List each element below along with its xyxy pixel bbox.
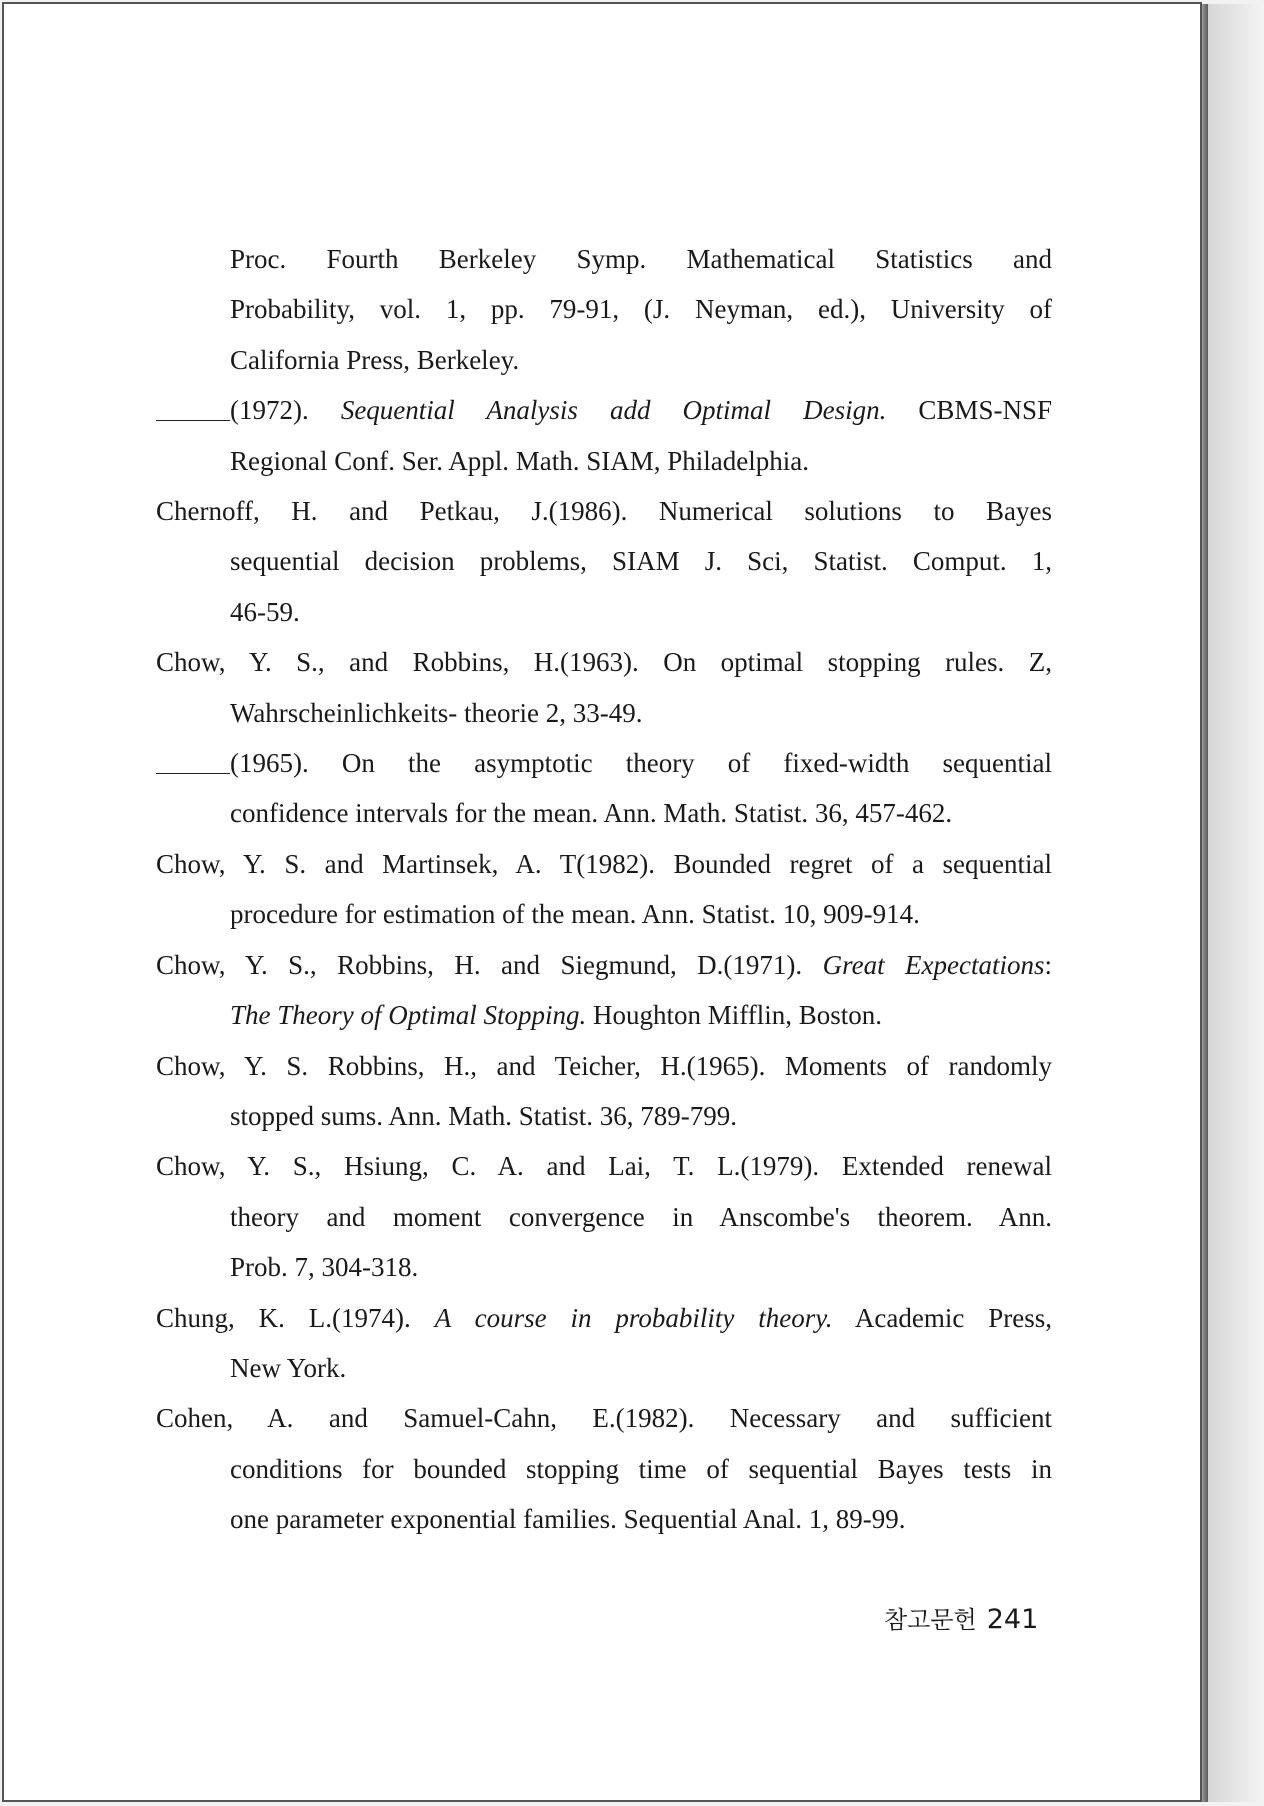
reference-line: [156, 1444, 1052, 1494]
reference-text: 46-59.: [230, 596, 300, 627]
reference-text: Cohen, A. and Samuel-Cahn, E.(1982). Necessary and sufficient: [156, 1403, 1052, 1434]
reference-line: [156, 1393, 1052, 1443]
reference-entry: [156, 234, 1052, 385]
reference-title-italic: A course in probability theory.: [434, 1302, 833, 1333]
reference-line: [156, 1293, 1052, 1343]
reference-line: [156, 940, 1052, 990]
reference-text: stopped sums. Ann. Math. Statist. 36, 789-799.: [230, 1100, 738, 1131]
reference-text: Academic Press,: [832, 1302, 1052, 1333]
reference-text: Houghton Mifflin, Boston.: [586, 1000, 883, 1031]
reference-text: (1965). On the asymptotic theory of fixed-width sequential: [230, 748, 1052, 779]
reference-text: Chow, Y. S., Robbins, H. and Siegmund, D.(1971).: [156, 949, 823, 980]
reference-line: [156, 587, 1052, 637]
reference-entry: [156, 486, 1052, 637]
reference-text: Proc. Fourth Berkeley Symp. Mathematical Statistics and: [230, 244, 1052, 274]
section-label: 참고문헌: [884, 1606, 977, 1634]
reference-entry: [156, 1141, 1052, 1292]
page-number: 241: [986, 1604, 1039, 1635]
reference-line: [156, 889, 1052, 939]
reference-line: [156, 1343, 1052, 1393]
reference-line: [156, 234, 1052, 284]
reference-text: Regional Conf. Ser. Appl. Math. SIAM, Philadelphia.: [230, 445, 809, 476]
reference-entry: [156, 1293, 1052, 1394]
reference-text: CBMS-NSF: [886, 395, 1052, 426]
reference-text: Chow, Y. S., and Robbins, H.(1963). On optimal stopping rules. Z,: [156, 647, 1052, 678]
reference-line: [156, 1192, 1052, 1242]
reference-text: Probability, vol. 1, pp. 79-91, (J. Neyman, ed.), University of: [230, 294, 1052, 325]
reference-line: [156, 637, 1052, 687]
reference-line: [156, 788, 1052, 838]
reference-text: California Press, Berkeley.: [230, 344, 520, 375]
reference-entry: [156, 385, 1052, 486]
reference-line: [156, 486, 1052, 536]
reference-line: [156, 738, 1052, 788]
reference-entry: [156, 839, 1052, 940]
reference-list: [156, 234, 1052, 1545]
reference-text: (1972).: [230, 395, 341, 426]
reference-line: [156, 335, 1052, 385]
reference-line: [156, 990, 1052, 1040]
reference-text: Prob. 7, 304-318.: [230, 1252, 419, 1283]
reference-text: Wahrscheinlichkeits- theorie 2, 33-49.: [230, 697, 643, 728]
reference-text: Chow, Y. S. and Martinsek, A. T(1982). Bounded regret of a sequential: [156, 848, 1052, 879]
reference-line: [156, 1141, 1052, 1191]
reference-line: [156, 436, 1052, 486]
reference-entry: [156, 940, 1052, 1041]
reference-title-italic: Great Expectations: [822, 949, 1045, 980]
reference-title-italic: Sequential Analysis add Optimal Design.: [340, 395, 887, 426]
reference-title-italic: The Theory of Optimal Stopping.: [230, 1000, 587, 1031]
reference-entry: [156, 738, 1052, 839]
reference-text: New York.: [230, 1352, 347, 1383]
reference-text: Chow, Y. S., Hsiung, C. A. and Lai, T. L.(1979). Extended renewal: [156, 1151, 1052, 1182]
reference-text: confidence intervals for the mean. Ann. Math. Statist. 36, 457-462.: [230, 798, 953, 829]
reference-entry: [156, 637, 1052, 738]
reference-line: [156, 1242, 1052, 1292]
reference-line: [156, 1091, 1052, 1141]
reference-text: conditions for bounded stopping time of sequential Bayes tests in: [230, 1453, 1052, 1484]
same-author-dash: [156, 743, 230, 774]
reference-text: Chow, Y. S. Robbins, H., and Teicher, H.(1965). Moments of randomly: [156, 1050, 1052, 1081]
reference-line: [156, 688, 1052, 738]
page-shadow: [1208, 4, 1264, 1802]
reference-line: [156, 536, 1052, 586]
reference-text: :: [1044, 949, 1052, 980]
page-footer: [884, 1600, 1038, 1635]
reference-text: theory and moment convergence in Anscombe's theorem. Ann.: [230, 1201, 1052, 1232]
reference-entry: [156, 1393, 1052, 1544]
reference-line: [156, 284, 1052, 334]
reference-entry: [156, 1041, 1052, 1142]
reference-line: [156, 1041, 1052, 1091]
document-page: [2, 2, 1202, 1802]
reference-text: one parameter exponential families. Sequential Anal. 1, 89-99.: [230, 1504, 906, 1535]
reference-line: [156, 385, 1052, 435]
reference-text: procedure for estimation of the mean. Ann. Statist. 10, 909-914.: [230, 899, 920, 930]
reference-text: Chung, K. L.(1974).: [156, 1302, 435, 1333]
reference-text: sequential decision problems, SIAM J. Sci, Statist. Comput. 1,: [230, 546, 1052, 577]
reference-line: [156, 839, 1052, 889]
reference-text: Chernoff, H. and Petkau, J.(1986). Numerical solutions to Bayes: [156, 496, 1052, 527]
same-author-dash: [156, 390, 230, 421]
reference-line: [156, 1494, 1052, 1544]
